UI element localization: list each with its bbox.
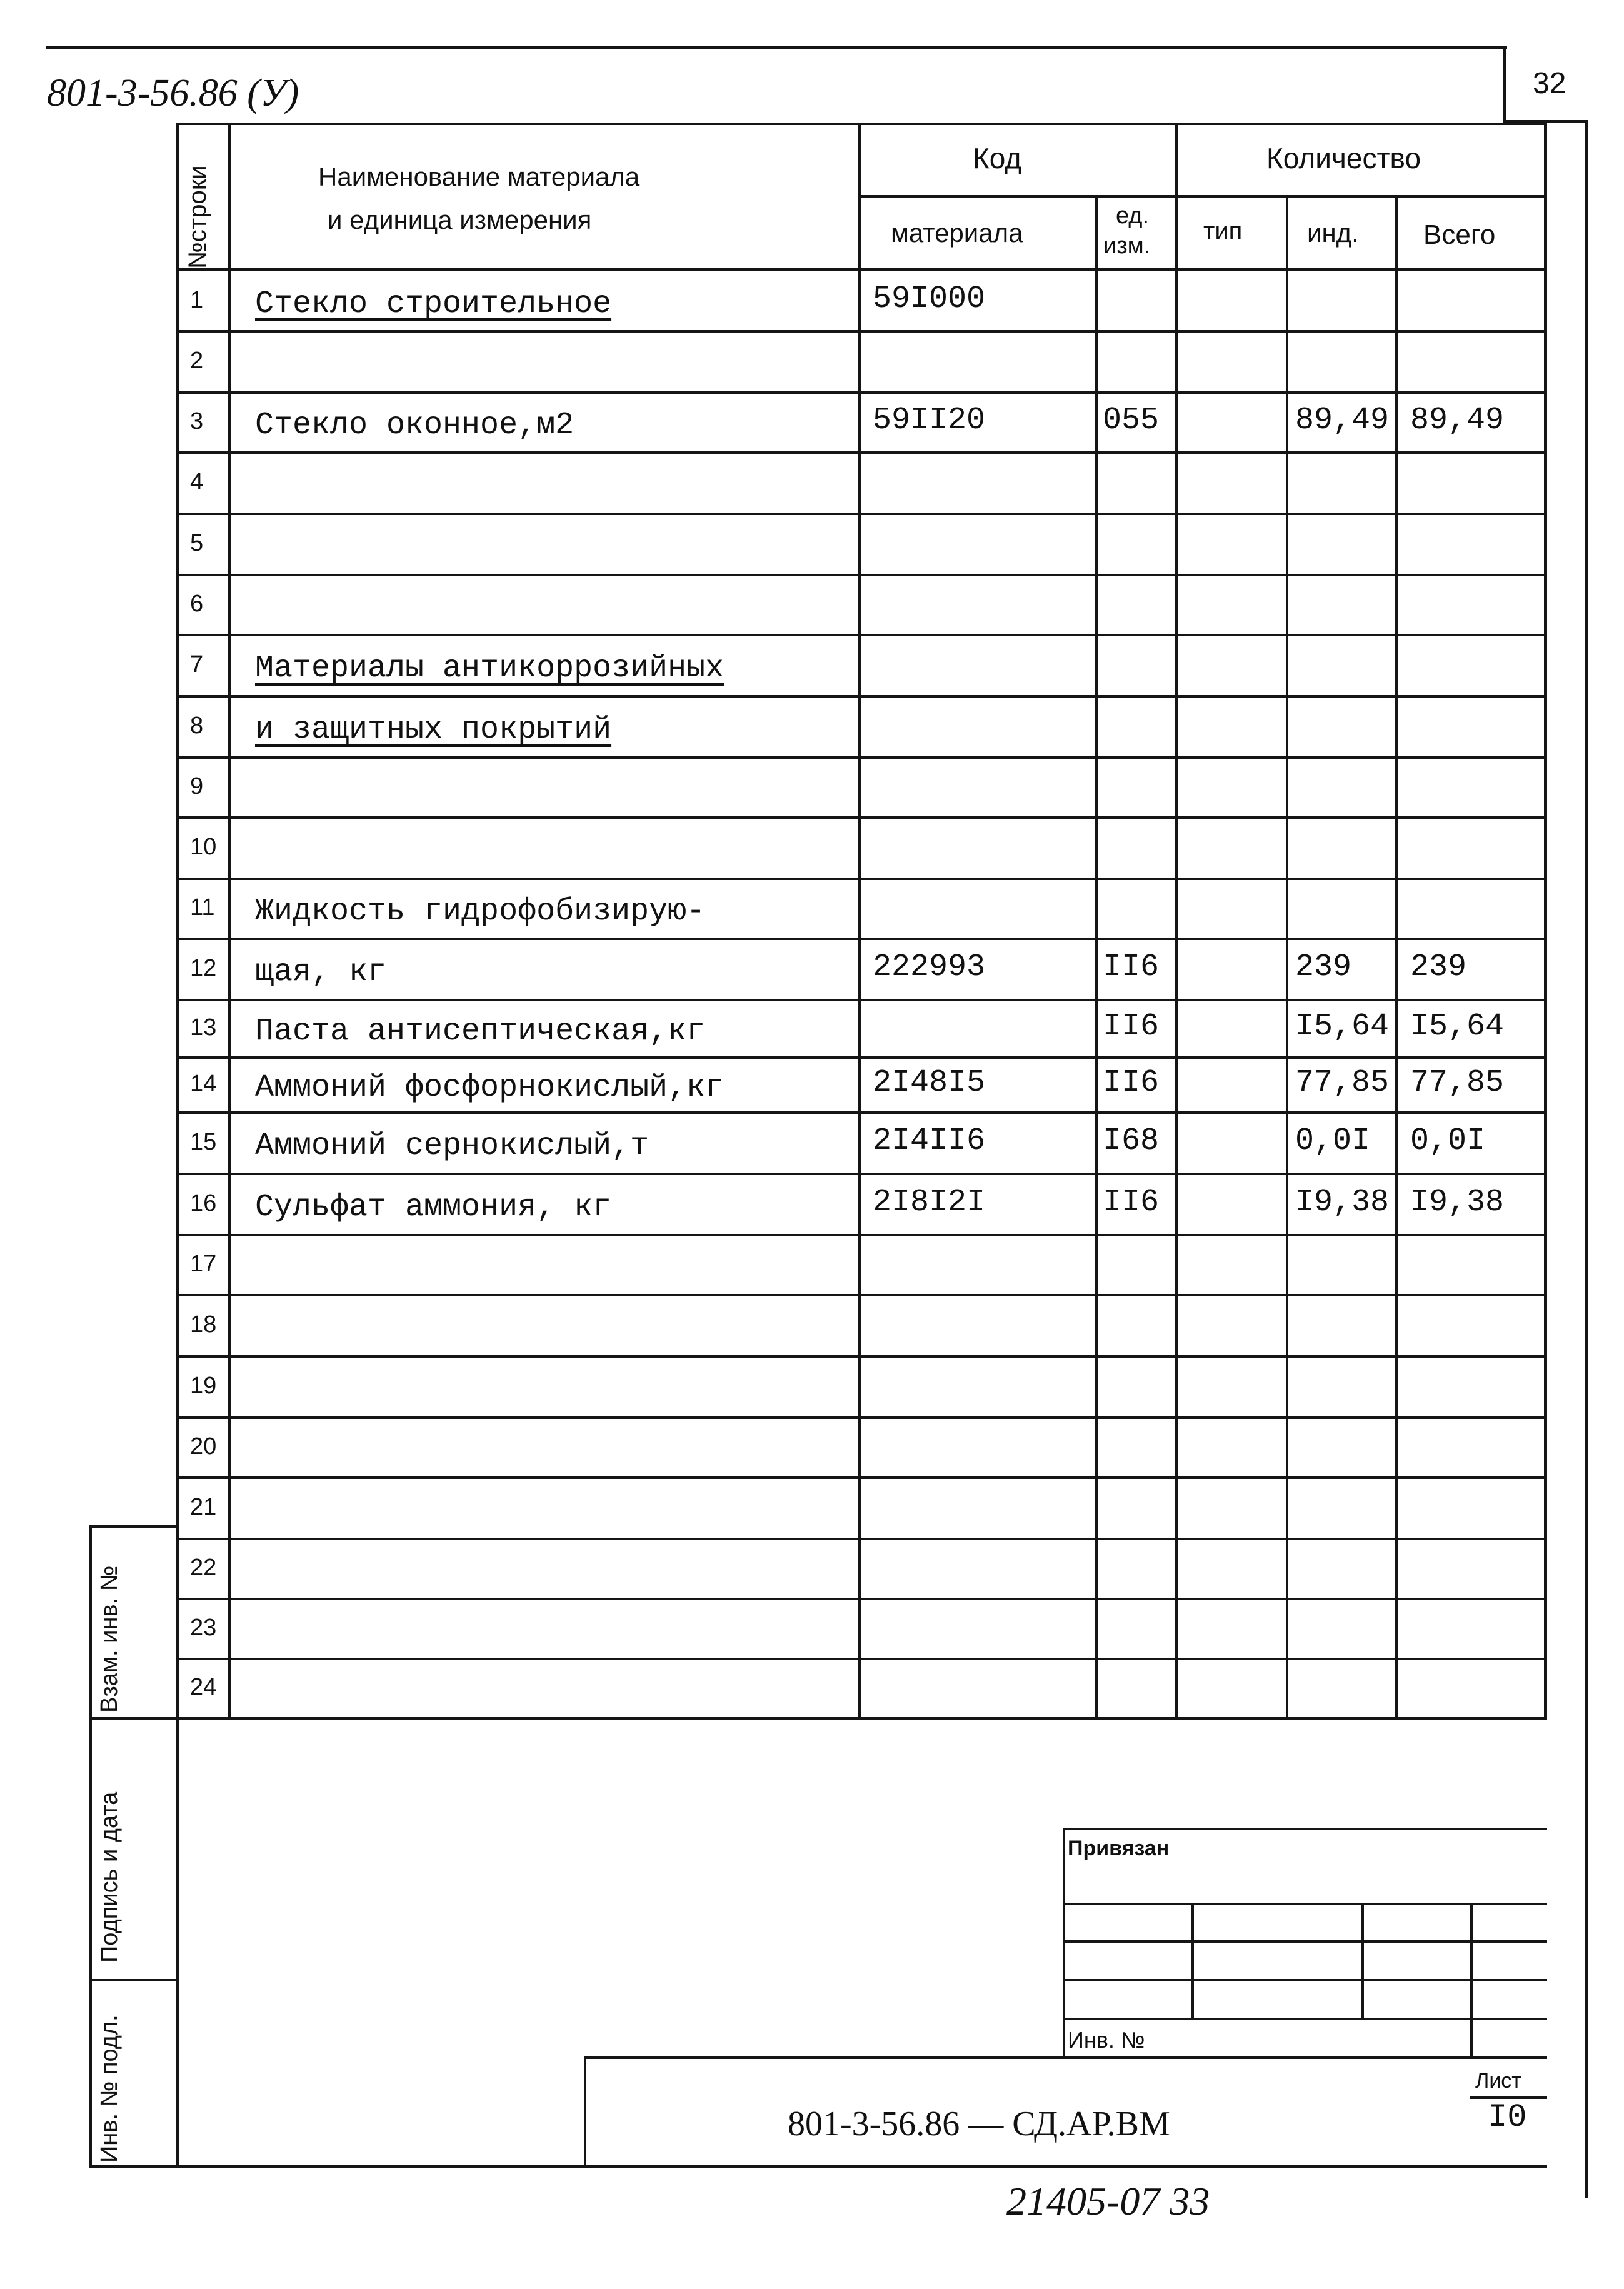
table-row [0, 1356, 1624, 1418]
table-row [0, 1539, 1624, 1599]
unit-code: I68 [1103, 1123, 1160, 1159]
type-header: тип [1203, 218, 1243, 245]
row-number: 10 [190, 834, 217, 860]
row-number: 8 [190, 713, 204, 739]
document-code: 801-3-56.86 (У) [47, 72, 299, 114]
row-number: 11 [190, 894, 215, 921]
name-header-line2: и единица измерения [328, 205, 592, 234]
signature-date-label: Подпись и дата [96, 1791, 123, 1963]
table-row [0, 1659, 1624, 1717]
vzam-inv-label: Взам. инв. № [96, 1565, 123, 1713]
quantity-individual: 239 [1295, 949, 1352, 985]
table-row [0, 879, 1624, 939]
row-number: 6 [190, 591, 204, 617]
inv-podl-label: Инв. № подл. [96, 2015, 123, 2163]
quantity-total: 89,49 [1410, 403, 1505, 438]
quantity-total: 77,85 [1410, 1065, 1505, 1101]
material-code: 59II20 [873, 403, 986, 438]
row-number: 2 [190, 348, 204, 374]
row-number: 4 [190, 469, 204, 495]
quantity-individual: I9,38 [1295, 1185, 1390, 1220]
material-name: и защитных покрытий [255, 712, 612, 748]
archive-number: 21405-07 33 [1006, 2179, 1210, 2223]
table-row [0, 514, 1624, 575]
table-row [0, 1000, 1624, 1058]
quantity-total: 239 [1410, 949, 1467, 985]
table-row [0, 1058, 1624, 1113]
page-number: 32 [1533, 67, 1566, 100]
table-row [0, 818, 1624, 879]
material-name: Аммоний фосфорнокислый,кг [255, 1070, 724, 1106]
name-header-line1: Наименование материала [318, 162, 640, 191]
table-row [0, 1235, 1624, 1295]
material-code-header: материала [891, 218, 1023, 248]
table-row [0, 1295, 1624, 1356]
row-number-header: №строки [184, 165, 211, 269]
row-number: 13 [190, 1014, 217, 1041]
document-designation: 801-3-56.86 — СД.АР.ВМ [788, 2105, 1170, 2143]
material-name: Аммоний сернокислый,т [255, 1128, 649, 1164]
row-number: 21 [190, 1494, 217, 1520]
table-row [0, 1113, 1624, 1174]
material-name: Стекло оконное,м2 [255, 408, 574, 443]
row-number: 5 [190, 530, 204, 556]
unit-header-line2: изм. [1103, 233, 1151, 259]
row-number: 15 [190, 1129, 217, 1155]
material-name: Материалы антикоррозийных [255, 651, 724, 686]
sheet-number: I0 [1488, 2099, 1527, 2136]
table-row [0, 939, 1624, 1000]
inv-no-label: Инв. № [1068, 2027, 1145, 2053]
material-name: Стекло строительное [255, 286, 612, 322]
row-number: 12 [190, 955, 217, 981]
material-name: Паста антисептическая,кг [255, 1014, 706, 1049]
table-row [0, 696, 1624, 758]
unit-code: II6 [1103, 1185, 1160, 1220]
unit-code: II6 [1103, 1065, 1160, 1101]
material-code: 2I8I2I [873, 1185, 986, 1220]
row-number: 16 [190, 1190, 217, 1216]
material-code: 2I48I5 [873, 1065, 986, 1101]
unit-code: II6 [1103, 949, 1160, 985]
row-number: 22 [190, 1555, 217, 1581]
row-number: 18 [190, 1311, 217, 1338]
material-code: 59I000 [873, 281, 986, 317]
material-code: 222993 [873, 949, 986, 985]
table-row [0, 1174, 1624, 1235]
material-name: Сульфат аммония, кг [255, 1190, 612, 1225]
table-row [0, 635, 1624, 696]
table-row [0, 1478, 1624, 1539]
row-number: 19 [190, 1373, 217, 1399]
row-number: 17 [190, 1251, 217, 1277]
material-code: 2I4II6 [873, 1123, 986, 1159]
unit-code: II6 [1103, 1009, 1160, 1044]
row-number: 20 [190, 1433, 217, 1460]
quantity-individual: 89,49 [1295, 403, 1390, 438]
individual-header: инд. [1307, 218, 1359, 248]
table-row [0, 1418, 1624, 1478]
table-row [0, 271, 1624, 331]
row-number: 7 [190, 651, 204, 678]
material-name: Жидкость гидрофобизирую- [255, 894, 706, 929]
table-row [0, 575, 1624, 635]
quantity-total: 0,0I [1410, 1123, 1486, 1159]
row-number: 24 [190, 1674, 217, 1700]
quantity-header: Количество [1266, 142, 1421, 174]
privyazan-label: Привязан [1068, 1836, 1170, 1860]
quantity-individual: I5,64 [1295, 1009, 1390, 1044]
row-number: 3 [190, 408, 204, 434]
sheet-label: Лист [1475, 2069, 1521, 2093]
row-number: 23 [190, 1615, 217, 1641]
total-header: Всего [1423, 219, 1496, 250]
row-number: 9 [190, 773, 204, 799]
quantity-individual: 77,85 [1295, 1065, 1390, 1101]
code-header: Код [973, 142, 1022, 174]
table-row [0, 393, 1624, 453]
table-row [0, 453, 1624, 514]
quantity-total: I5,64 [1410, 1009, 1505, 1044]
unit-header-line1: ед. [1116, 203, 1150, 229]
unit-code: 055 [1103, 403, 1160, 438]
row-number: 1 [190, 287, 204, 313]
material-name: щая, кг [255, 954, 387, 990]
quantity-individual: 0,0I [1295, 1123, 1371, 1159]
table-row [0, 331, 1624, 393]
quantity-total: I9,38 [1410, 1185, 1505, 1220]
table-row [0, 1599, 1624, 1659]
table-row [0, 758, 1624, 818]
row-number: 14 [190, 1071, 217, 1097]
